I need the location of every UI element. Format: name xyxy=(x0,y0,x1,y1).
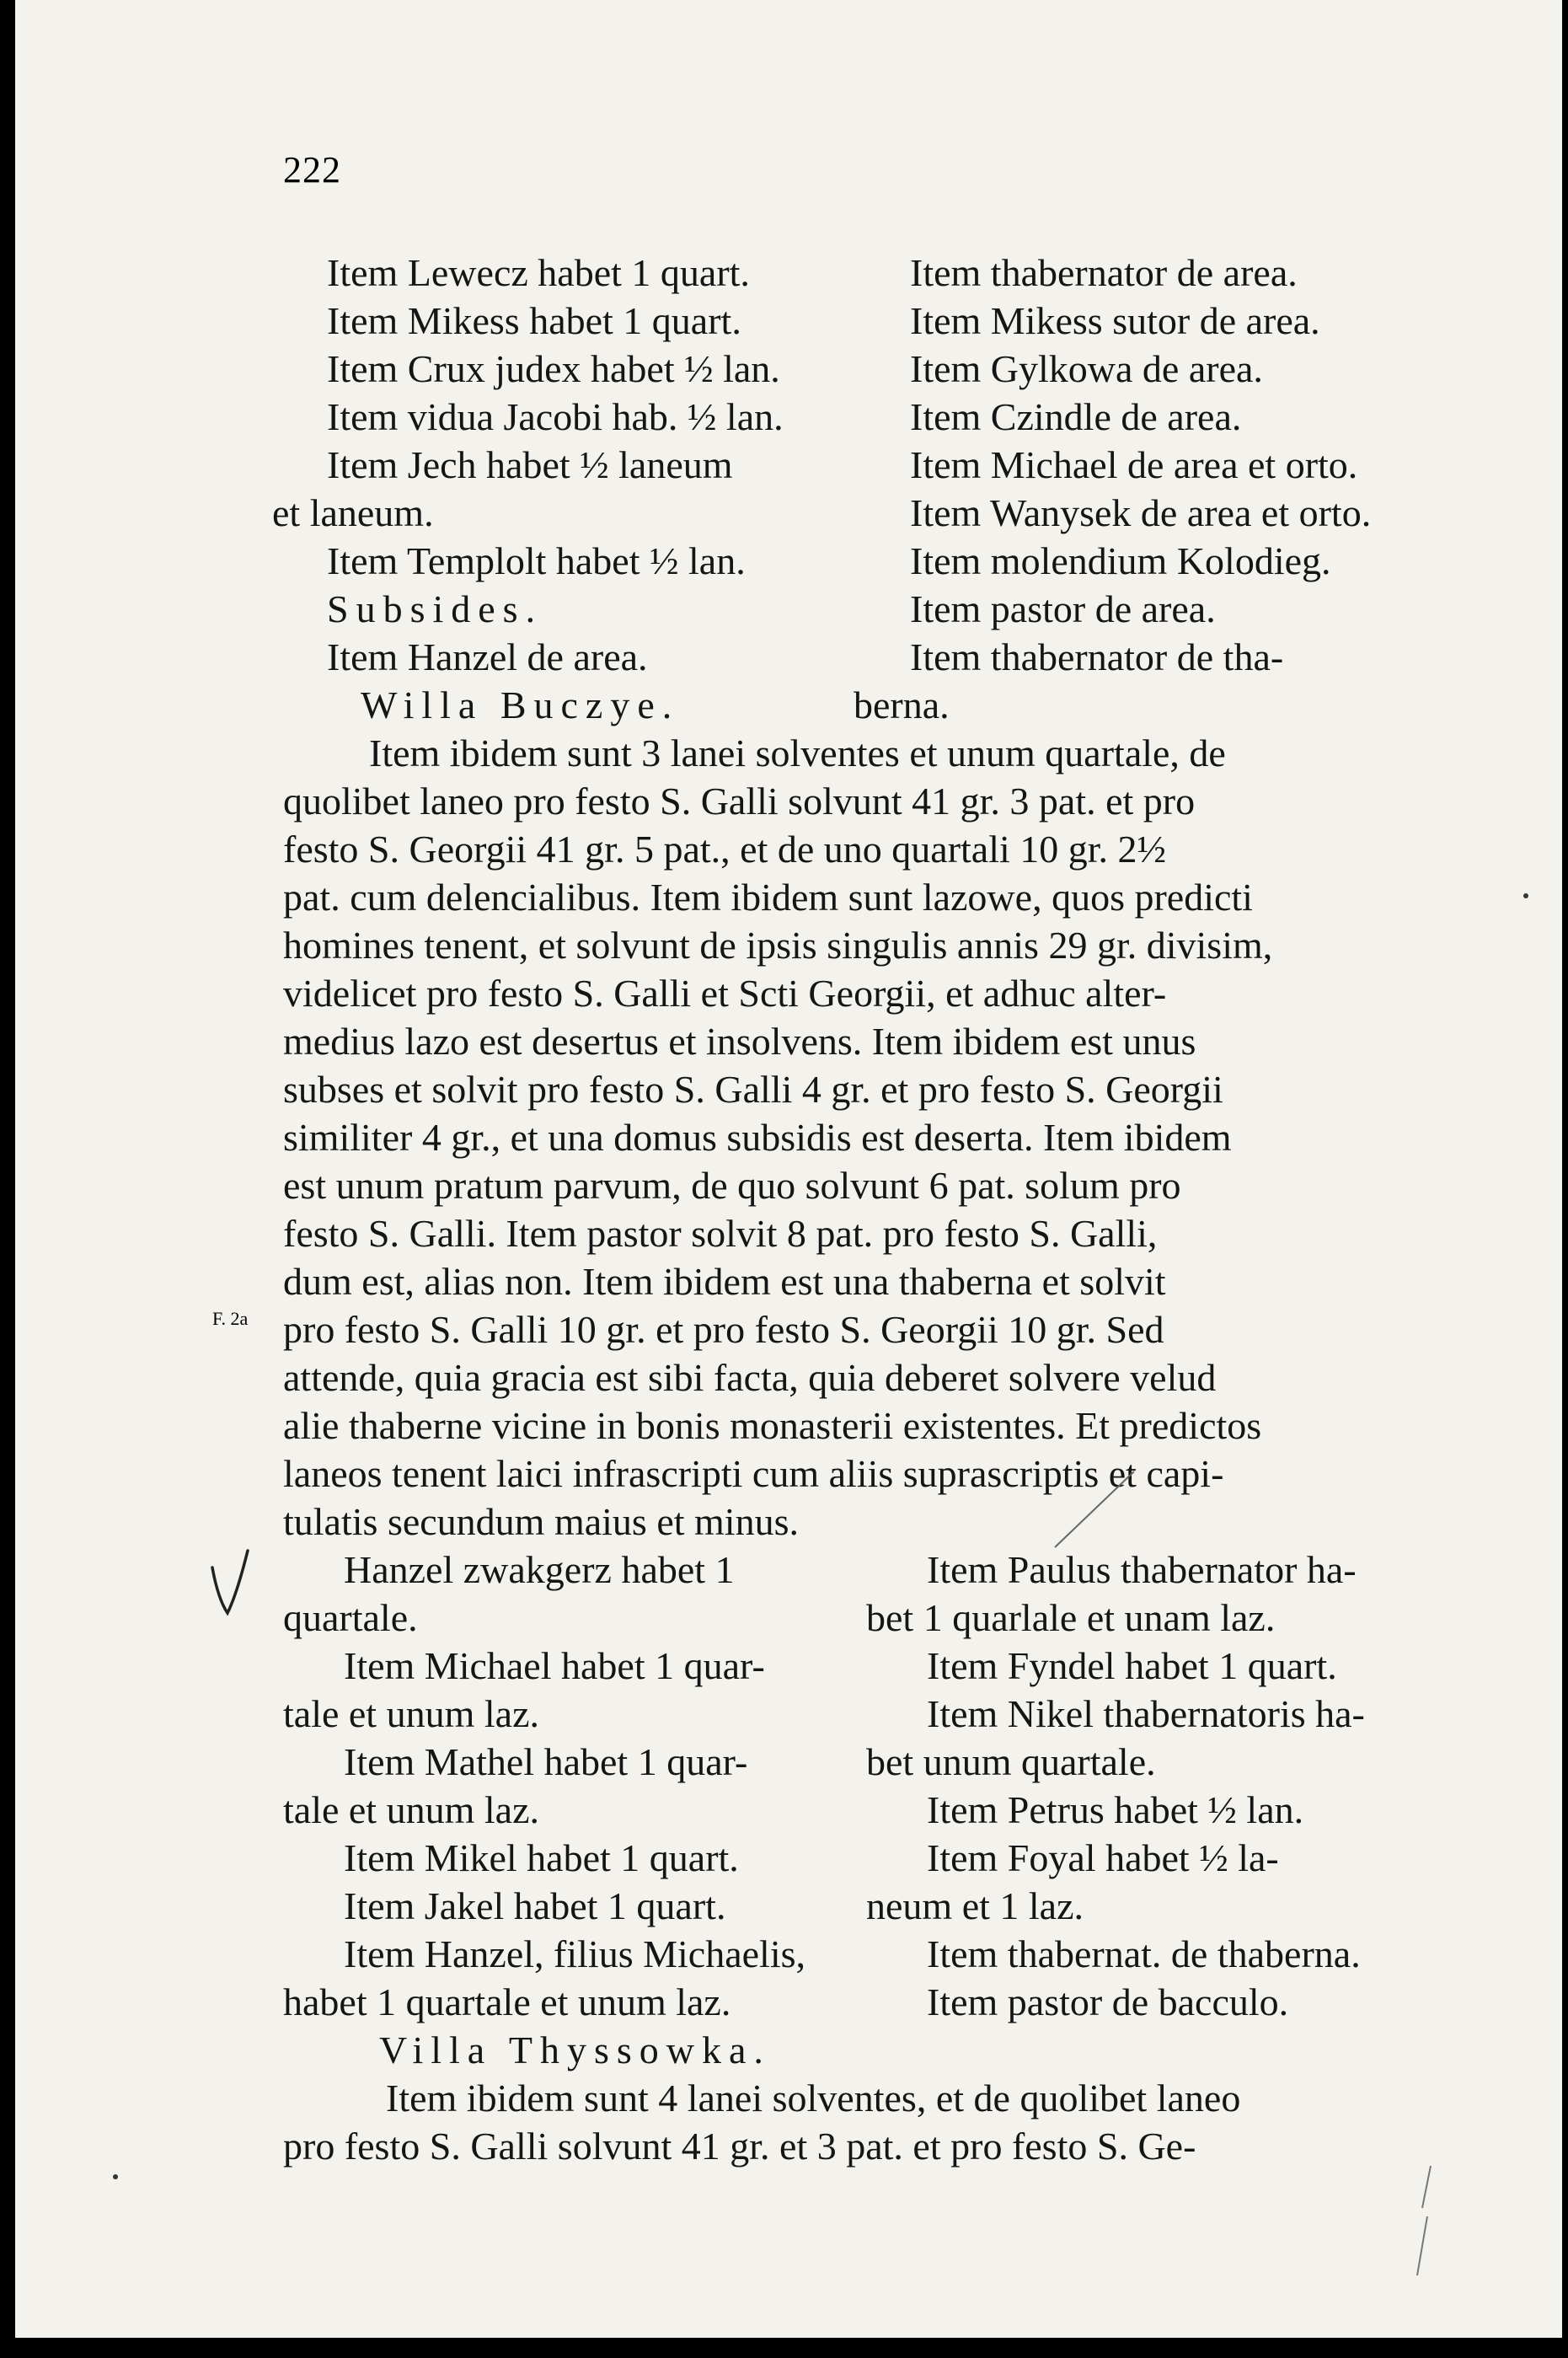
paragraph-line: Item ibidem sunt 4 lanei solventes, et de quolibet laneo xyxy=(386,2077,1241,2120)
col-left-line: et laneum. xyxy=(272,491,434,534)
col-right-line: berna. xyxy=(854,683,950,726)
paragraph-line: medius lazo est desertus et insolvens. Item ibidem est unus xyxy=(283,1020,1196,1063)
col-right-line: Item pastor de bacculo. xyxy=(927,1980,1289,2023)
col-right-line: bet 1 quarlale et unam laz. xyxy=(866,1596,1276,1639)
col-right-line: Item thabernator de area. xyxy=(910,251,1298,294)
paragraph-line: quolibet laneo pro festo S. Galli solvunt 41 gr. 3 pat. et pro xyxy=(283,780,1196,823)
col-right-line: Item Nikel thabernatoris ha- xyxy=(927,1692,1365,1735)
scanned-page xyxy=(15,0,1562,2338)
col-right-line: Item Paulus thabernator ha- xyxy=(927,1548,1357,1591)
paragraph-line: festo S. Georgii 41 gr. 5 pat., et de uno quartali 10 gr. 2½ xyxy=(283,828,1167,871)
col-left-line: quartale. xyxy=(283,1596,418,1639)
col-left-line: Item Mikel habet 1 quart. xyxy=(344,1836,739,1879)
section-heading-subsides: Subsides. xyxy=(327,587,543,630)
speck xyxy=(113,2174,118,2179)
paragraph-line: homines tenent, et solvunt de ipsis singulis annis 29 gr. divisim, xyxy=(283,924,1273,967)
col-left-line: Item Lewecz habet 1 quart. xyxy=(327,251,750,294)
paragraph-line: dum est, alias non. Item ibidem est una thaberna et solvit xyxy=(283,1260,1166,1303)
paragraph-line: pro festo S. Galli 10 gr. et pro festo S. Georgii 10 gr. Sed xyxy=(283,1308,1164,1351)
col-left-line: habet 1 quartale et unum laz. xyxy=(283,1980,731,2023)
col-left-line: Item Jech habet ½ laneum xyxy=(327,443,733,486)
pencil-slash-mark xyxy=(1050,1466,1143,1551)
col-left-line: Item Michael habet 1 quar- xyxy=(344,1644,765,1687)
col-left-line: Hanzel zwakgerz habet 1 xyxy=(344,1548,735,1591)
pencil-mark xyxy=(1405,2157,1439,2284)
paragraph-line: attende, quia gracia est sibi facta, quia deberet solvere velud xyxy=(283,1356,1217,1399)
col-left-line: Item Templolt habet ½ lan. xyxy=(327,539,746,582)
margin-folio-note: F. 2a xyxy=(212,1308,249,1329)
col-right-line: neum et 1 laz. xyxy=(866,1884,1084,1927)
page-number: 222 xyxy=(283,149,341,190)
col-left-line: Item Crux judex habet ½ lan. xyxy=(327,347,780,390)
col-right-line: Item Gylkowa de area. xyxy=(910,347,1263,390)
paragraph-line: subses et solvit pro festo S. Galli 4 gr. et pro festo S. Georgii xyxy=(283,1068,1223,1111)
speck xyxy=(1523,893,1528,898)
paragraph-line: videlicet pro festo S. Galli et Scti Georgii, et adhuc alter- xyxy=(283,972,1167,1015)
paragraph-line: Item ibidem sunt 3 lanei solventes et unum quartale, de xyxy=(369,732,1226,774)
col-right-line: Item pastor de area. xyxy=(910,587,1216,630)
col-left-line: Item Hanzel de area. xyxy=(327,635,648,678)
col-right-line: Item Fyndel habet 1 quart. xyxy=(927,1644,1337,1687)
col-left-line: Item Mikess habet 1 quart. xyxy=(327,299,741,342)
col-right-line: Item Petrus habet ½ lan. xyxy=(927,1788,1304,1831)
paragraph-line: festo S. Galli. Item pastor solvit 8 pat. pro festo S. Galli, xyxy=(283,1212,1158,1255)
paragraph-line: similiter 4 gr., et una domus subsidis est deserta. Item ibidem xyxy=(283,1116,1232,1159)
col-left-line: tale et unum laz. xyxy=(283,1692,539,1735)
paragraph-line: tulatis secundum maius et minus. xyxy=(283,1500,799,1543)
col-right-line: Item thabernat. de thaberna. xyxy=(927,1932,1361,1975)
col-right-line: Item Wanysek de area et orto. xyxy=(910,491,1372,534)
col-right-line: Item Czindle de area. xyxy=(910,395,1242,438)
paragraph-line: laneos tenent laici infrascripti cum aliis suprascriptis et capi- xyxy=(283,1452,1224,1495)
col-right-line: Item molendium Kolodieg. xyxy=(910,539,1331,582)
paragraph-line: pat. cum delencialibus. Item ibidem sunt lazowe, quos predicti xyxy=(283,876,1253,919)
col-right-line: Item Michael de area et orto. xyxy=(910,443,1358,486)
col-right-line: Item Mikess sutor de area. xyxy=(910,299,1320,342)
col-left-line: tale et unum laz. xyxy=(283,1788,539,1831)
paragraph-line: est unum pratum parvum, de quo solvunt 6 pat. solum pro xyxy=(283,1164,1181,1207)
paragraph-line: alie thaberne vicine in bonis monasterii existentes. Et predictos xyxy=(283,1404,1262,1447)
col-right-line: Item thabernator de tha- xyxy=(910,635,1284,678)
section-heading-villa-thyssowka: Villa Thyssowka. xyxy=(379,2028,771,2071)
col-right-line: Item Foyal habet ½ la- xyxy=(927,1836,1279,1879)
col-left-line: Item Hanzel, filius Michaelis, xyxy=(344,1932,806,1975)
paragraph-line: pro festo S. Galli solvunt 41 gr. et 3 pat. et pro festo S. Ge- xyxy=(283,2125,1196,2168)
col-right-line: bet unum quartale. xyxy=(866,1740,1156,1783)
col-left-line: Item vidua Jacobi hab. ½ lan. xyxy=(327,395,784,438)
col-left-line: Item Mathel habet 1 quar- xyxy=(344,1740,748,1783)
handwritten-check-mark xyxy=(207,1544,258,1620)
col-left-line: Item Jakel habet 1 quart. xyxy=(344,1884,726,1927)
section-heading-willa-buczye: Willa Buczye. xyxy=(361,683,680,726)
